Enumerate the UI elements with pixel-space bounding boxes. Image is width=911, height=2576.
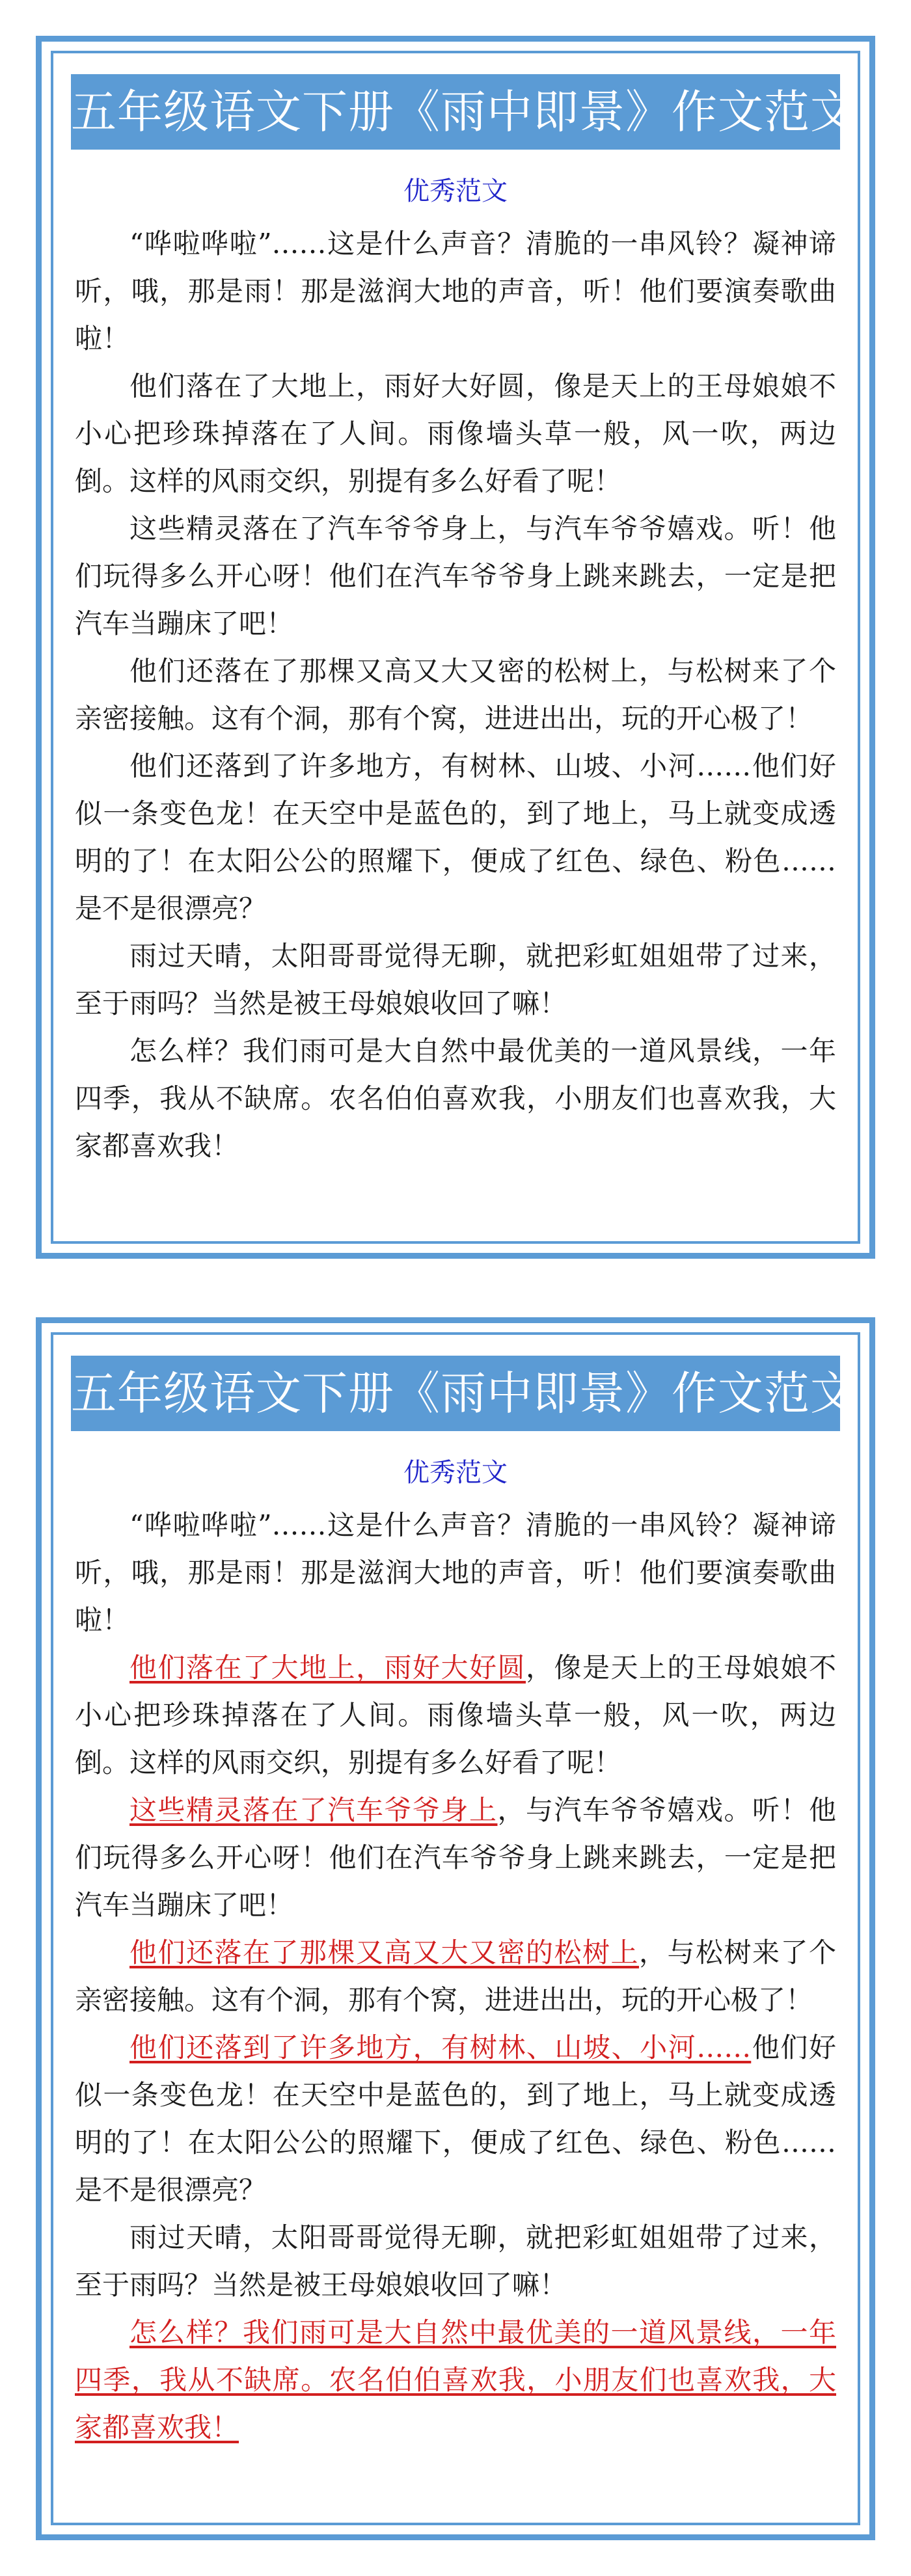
paragraph-text: “哗啦哗啦”……这是什么声音？清脆的一串风铃？凝神谛听，哦，那是雨！那是滋润大地的声音，听！他们要演奏歌曲啦！ <box>75 228 836 355</box>
essay-paragraph <box>75 2309 836 2451</box>
paragraph-text: 他们落在了大地上，雨好大好圆，像是天上的王母娘娘不小心把珍珠掉落在了人间。雨像墙头草一般，风一吹，两边倒。这样的风雨交织，别提有多么好看了呢！ <box>75 370 836 497</box>
paragraph-text: “哗啦哗啦”……这是什么声音？清脆的一串风铃？凝神谛听，哦，那是雨！那是滋润大地的声音，听！他们要演奏歌曲啦！ <box>75 1509 836 1636</box>
highlighted-sentence: 怎么样？我们雨可是大自然中最优美的一道风景线，一年四季，我从不缺席。农名伯伯喜欢我，小朋友们也喜欢我，大家都喜欢我！ <box>75 2316 836 2443</box>
essay-paragraph <box>75 2214 836 2309</box>
essay-body <box>71 1501 840 2451</box>
highlighted-sentence: 他们还落到了许多地方，有树林、山坡、小河…… <box>129 2032 752 2063</box>
paragraph-text: 怎么样？我们雨可是大自然中最优美的一道风景线，一年四季，我从不缺席。农名伯伯喜欢我，小朋友们也喜欢我，大家都喜欢我！ <box>75 1035 836 1162</box>
paragraph-text: 雨过天晴，太阳哥哥觉得无聊，就把彩虹姐姐带了过来，至于雨吗？当然是被王母娘娘收回了嘛！ <box>75 940 836 1019</box>
essay-paragraph <box>75 1644 836 1786</box>
essay-paragraph <box>75 505 836 647</box>
highlighted-sentence: 他们还落在了那棵又高又大又密的松树上 <box>129 1937 639 1968</box>
essay-paragraph <box>75 220 836 362</box>
essay-paragraph <box>75 1027 836 1170</box>
card-content <box>71 1356 856 2451</box>
essay-card-plain <box>36 36 875 1259</box>
essay-card-annotated <box>36 1317 875 2540</box>
essay-paragraph <box>75 2024 836 2214</box>
essay-paragraph <box>75 1929 836 2024</box>
paragraph-text: 他们好似一条变色龙！在天空中是蓝色的，到了地上，马上就变成透明的了！在太阳公公的照耀下，便成了红色、绿色、粉色……是不是很漂亮？ <box>75 2032 836 2206</box>
essay-paragraph <box>75 1501 836 1644</box>
paragraph-text: ，像是天上的王母娘娘不小心把珍珠掉落在了人间。雨像墙头草一般，风一吹，两边倒。这样的风雨交织，别提有多么好看了呢！ <box>75 1652 836 1778</box>
essay-paragraph <box>75 742 836 932</box>
essay-paragraph <box>75 1786 836 1929</box>
paragraph-text: 他们还落在了那棵又高又大又密的松树上，与松树来了个亲密接触。这有个洞，那有个窝，进进出出，玩的开心极了！ <box>75 655 836 734</box>
card-content <box>71 74 856 1170</box>
highlighted-sentence: 这些精灵落在了汽车爷爷身上 <box>129 1794 498 1826</box>
paragraph-text: 这些精灵落在了汽车爷爷身上，与汽车爷爷嬉戏。听！他们玩得多么开心呀！他们在汽车爷爷身上跳来跳去，一定是把汽车当蹦床了吧！ <box>75 513 836 639</box>
subtitle: 优秀范文 <box>403 176 508 206</box>
title-banner: 五年级语文下册《雨中即景》作文范文 <box>71 1356 840 1431</box>
essay-paragraph <box>75 362 836 505</box>
paragraph-text: 他们还落到了许多地方，有树林、山坡、小河……他们好似一条变色龙！在天空中是蓝色的，到了地上，马上就变成透明的了！在太阳公公的照耀下，便成了红色、绿色、粉色……是不是很漂亮？ <box>75 750 836 924</box>
essay-paragraph <box>75 647 836 742</box>
essay-paragraph <box>75 932 836 1027</box>
essay-body <box>71 220 840 1170</box>
highlighted-sentence: 他们落在了大地上，雨好大好圆 <box>129 1652 526 1684</box>
paragraph-text: ，与汽车爷爷嬉戏。听！他们玩得多么开心呀！他们在汽车爷爷身上跳来跳去，一定是把汽车当蹦床了吧！ <box>75 1794 836 1921</box>
paragraph-text: ，与松树来了个亲密接触。这有个洞，那有个窝，进进出出，玩的开心极了！ <box>75 1937 836 2016</box>
title-banner: 五年级语文下册《雨中即景》作文范文 <box>71 74 840 150</box>
subtitle: 优秀范文 <box>403 1458 508 1488</box>
paragraph-text: 雨过天晴，太阳哥哥觉得无聊，就把彩虹姐姐带了过来，至于雨吗？当然是被王母娘娘收回了嘛！ <box>75 2221 836 2301</box>
